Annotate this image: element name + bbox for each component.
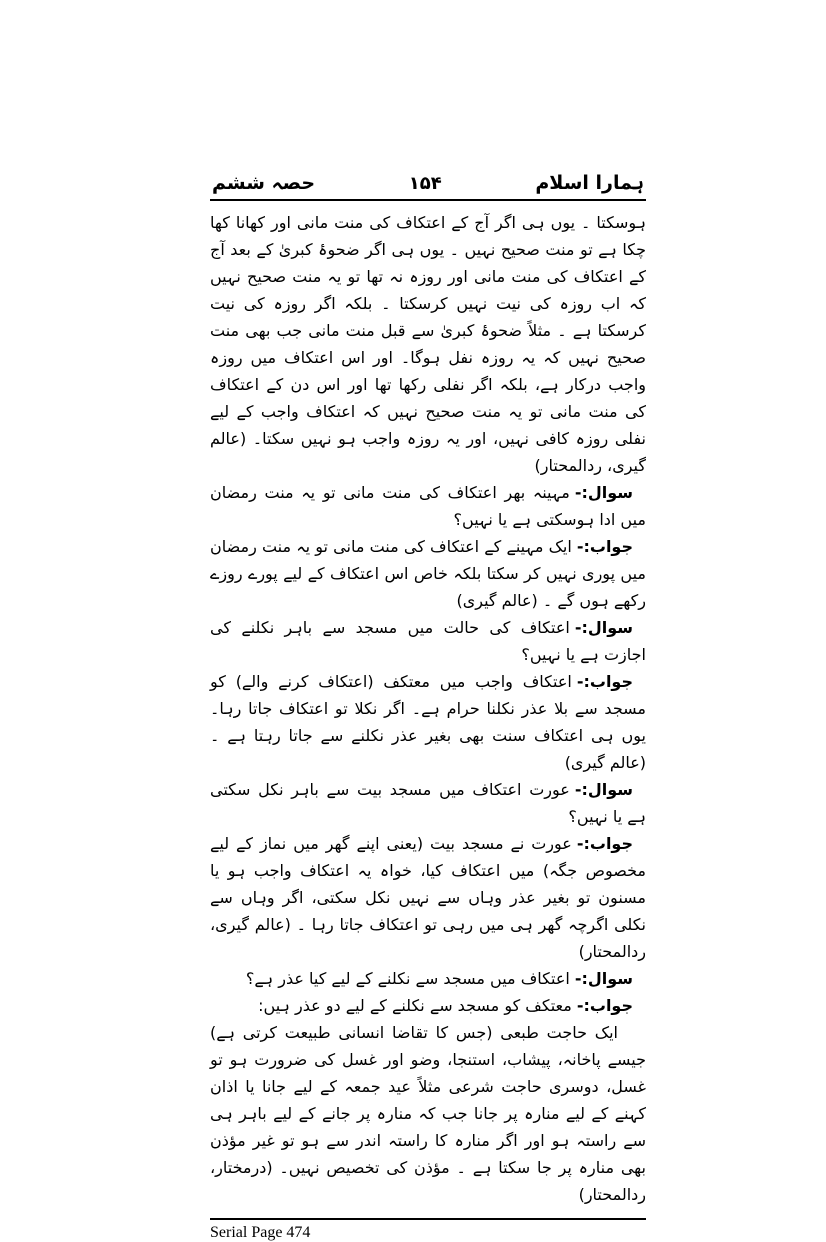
footer-divider [210,1218,646,1220]
question-label: سوال:- [574,969,633,988]
question-label: سوال:- [574,483,633,502]
answer-paragraph [210,830,646,965]
question-label: سوال:- [574,780,633,799]
answer-paragraph [210,533,646,614]
answer-label: جواب:- [576,834,633,853]
question-paragraph [210,614,646,668]
header-part-title: حصہ ششم [212,172,316,194]
header-divider [210,199,646,201]
body-paragraph [210,209,646,479]
paragraph-text: اعتکاف واجب میں معتکف (اعتکاف کرنے والے) کو مسجد سے بلا عذر نکلنا حرام ہے۔ اگر نکلا تو اعتکاف جاتا رہا۔ یوں ہی اعتکاف سنت بھی بغیر عذر نکلنے سے جاتا رہتا ہے ۔ (عالم گیری) [210,672,646,772]
page-header [210,172,646,197]
paragraph-text: مہینہ بھر اعتکاف کی منت مانی تو یہ منت رمضان میں ادا ہوسکتی ہے یا نہیں؟ [210,483,646,529]
paragraph-text: ہوسکتا ۔ یوں ہی اگر آج کے اعتکاف کی منت مانی اور کھانا کھا چکا ہے تو منت صحیح نہیں ۔ یوں ہی اگر ضحوۂ کبریٰ کے بعد آج کے اعتکاف کی منت مانی اور روزہ نہ تھا تو یہ منت صحیح نہیں کہ اب روزہ کی نیت نہیں کرسکتا ۔ بلکہ اگر روزہ کی نیت کرسکتا ہے ۔ مثلاً ضحوۂ کبریٰ سے قبل منت مانی جب بھی منت صحیح نہیں کہ یہ روزہ نفل ہوگا۔ اور اس اعتکاف میں روزہ واجب درکار ہے، بلکہ اگر نفلی رکھا تھا اور اس دن کے اعتکاف کی منت مانی تو یہ منت صحیح نہیں کہ اعتکاف واجب کے لیے نفلی روزہ کافی نہیں، اور یہ روزہ واجب ہو نہیں سکتا۔ (عالم گیری، ردالمحتار) [210,213,646,475]
paragraph-text: عورت نے مسجد بیت (یعنی اپنے گھر میں نماز کے لیے مخصوص جگہ) میں اعتکاف کیا، خواہ یہ اعتکاف واجب ہو یا مسنون تو بغیر عذر وہاں سے نہیں نکل سکتی، اگر وہاں سے نکلی اگرچہ گھر ہی میں رہی تو اعتکاف جاتا رہا ۔ (عالم گیری، ردالمحتار) [210,834,646,961]
question-paragraph [210,776,646,830]
document-page [210,172,646,1242]
paragraph-text: اعتکاف کی حالت میں مسجد سے باہر نکلنے کی اجازت ہے یا نہیں؟ [210,618,646,664]
paragraph-text: عورت اعتکاف میں مسجد بیت سے باہر نکل سکتی ہے یا نہیں؟ [210,780,646,826]
body-text [210,209,646,1208]
answer-paragraph [210,992,646,1019]
answer-label: جواب:- [576,672,633,691]
header-book-title: ہمارا اسلام [535,172,644,194]
answer-label: جواب:- [576,996,633,1015]
paragraph-text: معتکف کو مسجد سے نکلنے کے لیے دو عذر ہیں: [258,996,572,1015]
question-paragraph [210,965,646,992]
question-label: سوال:- [574,618,633,637]
serial-page-label: Serial Page 474 [210,1224,311,1241]
body-paragraph [210,1019,646,1208]
header-page-number: ۱۵۴ [408,173,442,194]
answer-label: جواب:- [576,537,633,556]
answer-paragraph [210,668,646,776]
question-paragraph [210,479,646,533]
paragraph-text: ایک حاجت طبعی (جس کا تقاضا انسانی طبیعت کرتی ہے) جیسے پاخانہ، پیشاب، استنجا، وضو اور غسل کی ضرورت ہو تو غسل، دوسری حاجت شرعی مثلاً عید جمعہ کے لیے جانا یا اذان کہنے کے لیے منارہ پر جانا جب کہ منارہ پر جانے کے لیے باہر ہی سے راستہ ہو اور اگر منارہ کا راستہ اندر سے ہو تو غیر مؤذن بھی منارہ پر جا سکتا ہے ۔ مؤذن کی تخصیص نہیں۔ (درمختار، ردالمحتار) [210,1023,646,1204]
paragraph-text: ایک مہینے کے اعتکاف کی منت مانی تو یہ منت رمضان میں پوری نہیں کر سکتا بلکہ خاص اس اعتکاف کے لیے پورے روزے رکھے ہوں گے ۔ (عالم گیری) [210,537,646,610]
page-footer [210,1218,646,1242]
paragraph-text: اعتکاف میں مسجد سے نکلنے کے لیے کیا عذر ہے؟ [245,969,570,988]
